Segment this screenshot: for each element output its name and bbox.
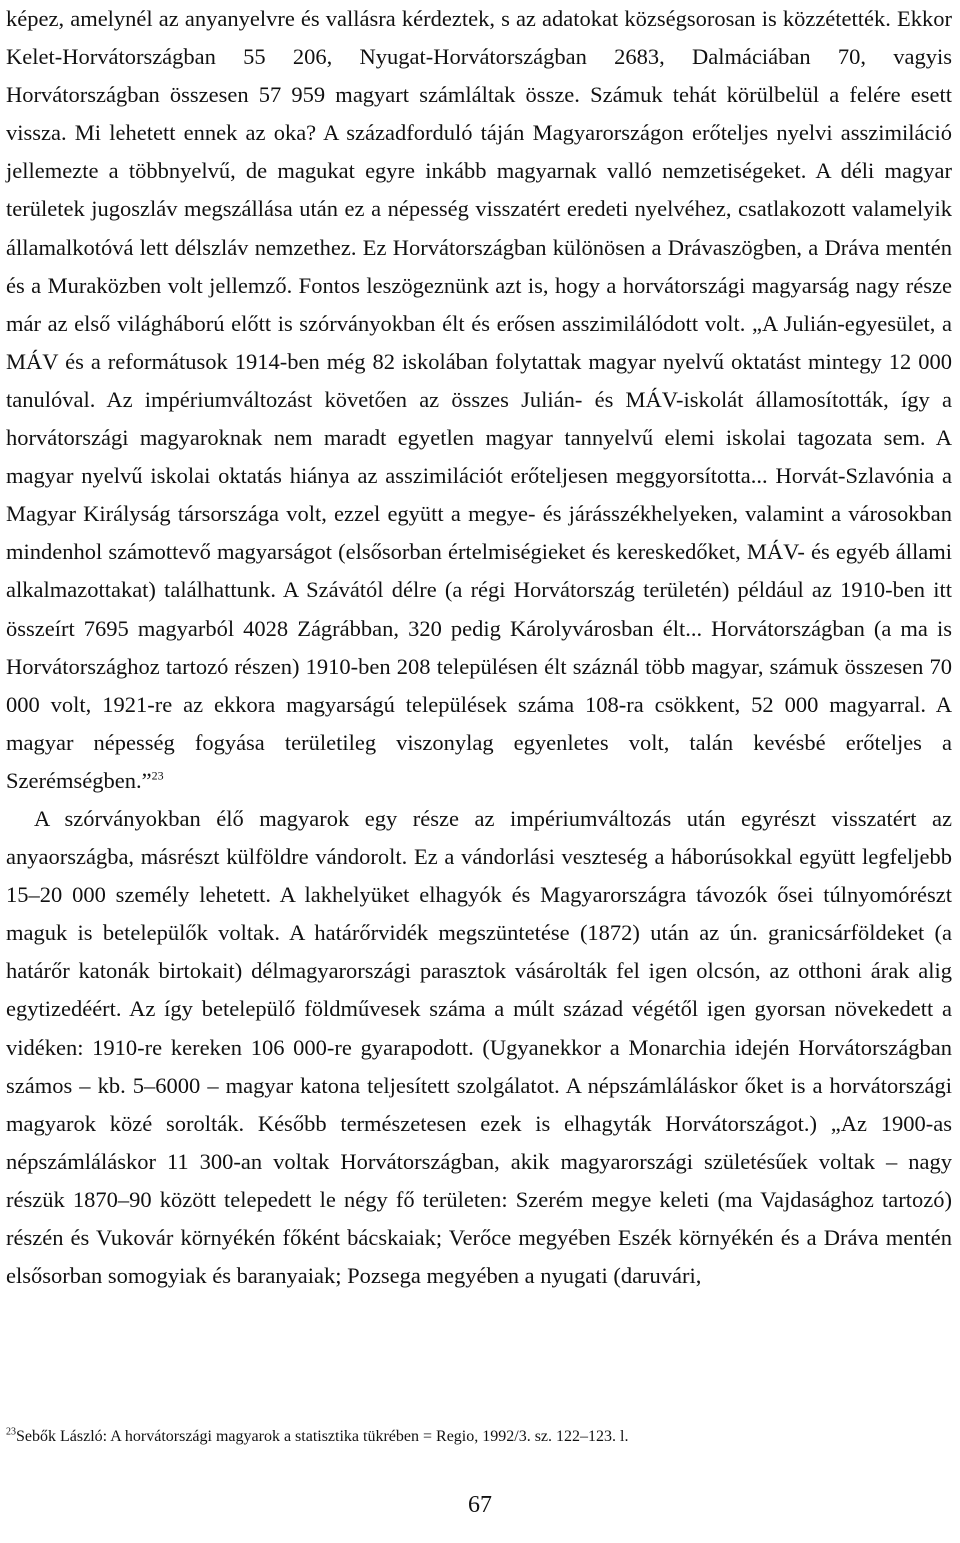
footnote-text: Sebők László: A horvátországi magyarok a statisztika tükrében = Regio, 1992/3. sz. 122–123. l.	[16, 1428, 629, 1445]
footnote-number: 23	[6, 1426, 16, 1438]
paragraph-2	[6, 800, 952, 1295]
footnote	[6, 1426, 952, 1448]
paragraph-2-text: A szórványokban élő magyarok egy része az impériumváltozás után egyrészt visszatért az anyaországba, másrészt külföldre vándorolt. Ez a vándorlási veszteség a háborúsokkal együtt legfeljebb 15–20 000 személy lehetett. A lakhelyüket elhagyók és Magyarországra távozók ősei túlnyomórészt maguk is betelepülők voltak. A határőrvidék megszüntetése (1872) után az ún. granicsárföldeket (a határőr katonák birtokait) délmagyarországi parasztok vásárolták fel igen olcsón, az otthoni árak alig egytizedéért. Az így betelepülő földművesek száma a múlt század végétől igen gyorsan növekedett a vidéken: 1910-re kereken 106 000-re gyarapodott. (Ugyanekkor a Monarchia idején Horvátországban számos – kb. 5–6000 – magyar katona teljesített szolgálatot. A népszámláláskor őket is a horvátországi magyarok közé sorolták. Később természetesen ezek is elhagyták Horvátországot.) „Az 1900-as népszámláláskor 11 300-an voltak Horvátországban, akik magyarországi születésűek voltak – nagy részük 1870–90 között telepedett le négy fő területen: Szerém megye keleti (ma Vajdasághoz tartozó) részén és Vukovár környékén főként bácskaiak; Verőce megyében Eszék környékén és a Dráva mentén elsősorban somogyiak és baranyaiak; Pozsega megyében a nyugati (daruvári,	[6, 805, 952, 1289]
body-text	[6, 0, 952, 1295]
paragraph-1-text: képez, amelynél az anyanyelvre és vallásra kérdeztek, s az adatokat községsorosan is közzétették. Ekkor Kelet-Horvátországban 55 206, Nyugat-Horvátországban 2683, Dalmáciában 70, vagyis Horvátországban összesen 57 959 magyart számláltak össze. Számuk tehát körülbelül a felére esett vissza. Mi lehetett ennek az oka? A századforduló táján Magyarországon erőteljes nyelvi asszimiláció jellemezte a többnyelvű, de magukat egyre inkább magyarnak valló nemzetiségeket. A déli magyar területek jugoszláv megszállása után ez a népesség visszatért eredeti nyelvéhez, csatlakozott valamelyik államalkotóvá lett délszláv nemzethez. Ez Horvátországban különösen a Drávaszögben, a Dráva mentén és a Muraközben volt jellemző. Fontos leszögeznünk azt is, hogy a horvátországi magyarság nagy része már az első világháború előtt is szórványokban élt és erősen asszimilálódott volt. „A Julián-egyesület, a MÁV és a reformátusok 1914-ben még 82 iskolában folytattak magyar nyelvű oktatást mintegy 12 000 tanulóval. Az impériumváltozást követően az összes Julián- és MÁV-iskolát államosították, így a horvátországi magyaroknak nem maradt egyetlen magyar tannyelvű elemi iskolai tagozata sem. A magyar nyelvű iskolai oktatás hiánya az asszimilációt erőteljesen meggyorsította... Horvát-Szlavónia a Magyar Királyság társországa volt, ezzel együtt a megye- és járásszékhelyeken, valamint a városokban mindenhol számottevő magyarságot (elsősorban értelmiségieket és kereskedőket, MÁV- és egyéb állami alkalmazottakat) találhattunk. A Szávától délre (a régi Horvátország területén) például az 1910-ben itt összeírt 7695 magyarból 4028 Zágrábban, 320 pedig Károlyvárosban élt... Horvátországban (a ma is Horvátországhoz tartozó részen) 1910-ben 208 településen élt száznál több magyar, számuk összesen 70 000 volt, 1921-re az ekkora magyarságú települések száma 108-ra csökkent, 52 000 magyarral. A magyar népesség fogyása területileg viszonylag egyenletes volt, talán kevésbé erőteljes a Szerémségben.”	[6, 6, 952, 793]
paragraph-1	[6, 0, 952, 800]
page-number: 67	[468, 1492, 492, 1518]
footnote-reference: 23	[151, 768, 164, 783]
